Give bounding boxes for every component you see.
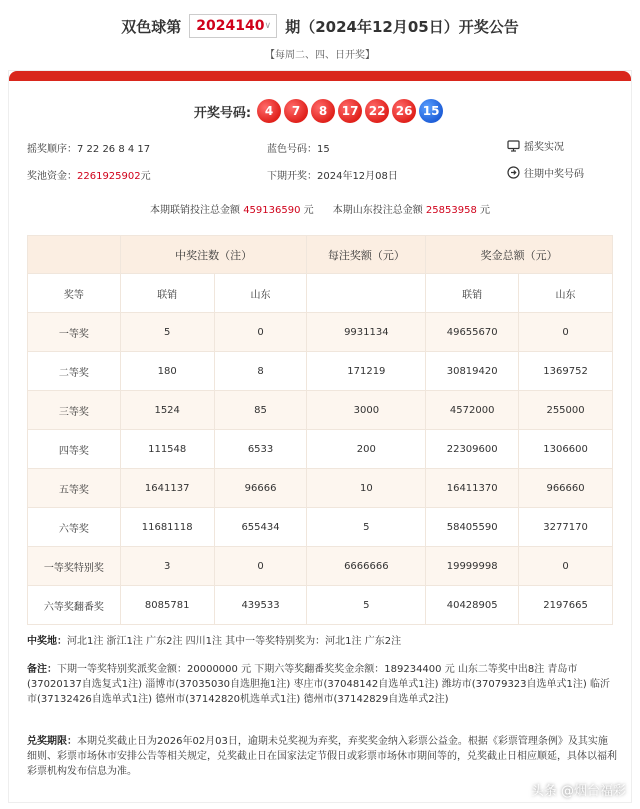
table-sub-header — [28, 274, 613, 313]
table-header-cell: 每注奖额（元） — [307, 236, 426, 274]
table-cell: 1306600 — [519, 430, 613, 469]
table-cell: 200 — [307, 430, 426, 469]
table-row — [28, 547, 613, 586]
table-cell: 5 — [307, 586, 426, 625]
table-cell: 40428905 — [426, 586, 519, 625]
table-cell: 58405590 — [426, 508, 519, 547]
panel-top-bar — [9, 71, 631, 81]
table-cell: 1369752 — [519, 352, 613, 391]
national-sales-value: 459136590 — [243, 205, 301, 216]
result-panel — [8, 70, 632, 803]
table-row — [28, 391, 613, 430]
blue-number — [267, 140, 330, 155]
red-ball: 7 — [284, 99, 308, 123]
table-cell: 1524 — [120, 391, 214, 430]
issue-select[interactable] — [189, 14, 277, 38]
draw-order-value: 7 22 26 8 4 17 — [77, 144, 151, 155]
live-draw-link[interactable] — [507, 138, 564, 153]
jackpot-pool-unit: 元 — [140, 171, 151, 182]
red-ball: 22 — [365, 99, 389, 123]
table-row — [28, 313, 613, 352]
table-cell: 19999998 — [426, 547, 519, 586]
next-draw-value: 2024年12月08日 — [317, 171, 398, 182]
table-cell: 255000 — [519, 391, 613, 430]
monitor-icon — [507, 140, 520, 152]
claim-deadline-text: 本期兑奖截止日为2026年02月03日，逾期未兑奖视为弃奖，弃奖奖金纳入彩票公益金。根据《彩票管理条例》及其实施细则、彩票市场休市安排公告等相关规定，兑奖截止日在国家法定节假日或彩票市场休市期间等的，兑奖截止日相应顺延，具体以福利彩票机构发布信息为准。 — [27, 736, 617, 777]
table-cell: 111548 — [120, 430, 214, 469]
red-ball: 26 — [392, 99, 416, 123]
table-header-cell: 山东 — [214, 274, 307, 313]
table-cell: 5 — [307, 508, 426, 547]
remarks-text: 下期一等奖特别奖派奖金额：20000000 元 下期六等奖翻番奖奖金余额：189234400 元 山东二等奖中出8注 青岛市(37020137自选复式1注) 淄博市(37035030自选胆拖1注) 枣庄市(37048142自选单式1注) 潍坊市(37079323自选单式1注) 临沂市(37132426自选单式1注) 德州市(37142820机选单式1注) 德州市(37142829自选单式2注) — [27, 664, 610, 705]
table-cell: 一等奖 — [28, 313, 121, 352]
table-cell: 8085781 — [120, 586, 214, 625]
table-cell: 30819420 — [426, 352, 519, 391]
watermark: 头条 @烟台福彩 — [530, 784, 626, 799]
draw-order-label: 摇奖顺序： — [27, 144, 77, 155]
winning-numbers-label: 开奖号码: — [193, 105, 252, 121]
national-sales-label: 本期联销投注总金额 — [150, 205, 240, 216]
table-cell: 180 — [120, 352, 214, 391]
shandong-sales-unit: 元 — [480, 205, 490, 216]
draw-schedule: 【每周二、四、日开奖】 — [265, 50, 375, 61]
history-label: 往期中奖号码 — [524, 169, 584, 180]
table-cell: 4572000 — [426, 391, 519, 430]
table-cell: 9931134 — [307, 313, 426, 352]
table-cell: 3 — [120, 547, 214, 586]
prize-table — [27, 235, 613, 625]
table-cell: 85 — [214, 391, 307, 430]
table-cell: 6533 — [214, 430, 307, 469]
table-cell: 四等奖 — [28, 430, 121, 469]
winning-locations — [27, 634, 617, 649]
next-draw — [267, 167, 398, 182]
table-cell: 0 — [519, 313, 613, 352]
table-cell: 3000 — [307, 391, 426, 430]
jackpot-pool-value: 2261925902 — [77, 171, 141, 182]
table-cell: 六等奖 — [28, 508, 121, 547]
table-header-cell: 联销 — [120, 274, 214, 313]
draw-order — [27, 140, 150, 155]
red-ball: 4 — [257, 99, 281, 123]
national-sales-unit: 元 — [303, 205, 314, 216]
table-row — [28, 586, 613, 625]
table-cell: 三等奖 — [28, 391, 121, 430]
table-group-header — [28, 236, 613, 274]
jackpot-pool — [27, 167, 151, 182]
issue-value: 2024140 — [196, 18, 265, 34]
remarks — [27, 662, 617, 707]
table-header-cell: 奖金总额（元） — [426, 236, 613, 274]
chevron-down-icon: ∨ — [264, 21, 272, 31]
table-cell: 439533 — [214, 586, 307, 625]
title-suffix: 期（2024年12月05日）开奖公告 — [285, 17, 519, 36]
winning-locations-label: 中奖地： — [27, 636, 67, 647]
table-cell: 0 — [214, 313, 307, 352]
arrow-circle-icon — [507, 166, 520, 179]
blue-number-value: 15 — [317, 144, 330, 155]
title-row — [0, 14, 640, 38]
red-ball: 17 — [338, 99, 362, 123]
remarks-label: 备注： — [27, 664, 57, 675]
table-header-cell: 中奖注数（注） — [120, 236, 307, 274]
table-cell: 16411370 — [426, 469, 519, 508]
table-cell: 11681118 — [120, 508, 214, 547]
table-header-cell: 山东 — [519, 274, 613, 313]
table-header-cell: 联销 — [426, 274, 519, 313]
table-cell: 二等奖 — [28, 352, 121, 391]
table-cell: 六等奖翻番奖 — [28, 586, 121, 625]
table-cell: 5 — [120, 313, 214, 352]
table-cell: 49655670 — [426, 313, 519, 352]
blue-ball: 15 — [419, 99, 443, 123]
table-cell: 171219 — [307, 352, 426, 391]
table-header-cell — [28, 236, 121, 274]
table-cell: 2197665 — [519, 586, 613, 625]
shandong-sales-label: 本期山东投注总金额 — [332, 205, 423, 216]
prize-rows — [28, 313, 613, 625]
table-cell: 五等奖 — [28, 469, 121, 508]
table-cell: 3277170 — [519, 508, 613, 547]
table-cell: 22309600 — [426, 430, 519, 469]
next-draw-label: 下期开奖： — [267, 171, 317, 182]
table-cell: 655434 — [214, 508, 307, 547]
winning-numbers — [9, 99, 631, 123]
shandong-sales-value: 25853958 — [425, 205, 477, 216]
table-cell: 0 — [519, 547, 613, 586]
history-link[interactable] — [507, 165, 584, 180]
jackpot-pool-label: 奖池资金： — [27, 171, 77, 182]
claim-deadline — [27, 734, 617, 779]
live-draw-label: 摇奖实况 — [524, 142, 564, 153]
page-header — [0, 0, 640, 70]
table-row — [28, 469, 613, 508]
sales-totals — [9, 201, 631, 216]
table-row — [28, 508, 613, 547]
table-cell: 0 — [214, 547, 307, 586]
table-cell: 8 — [214, 352, 307, 391]
red-ball: 8 — [311, 99, 335, 123]
table-cell: 966660 — [519, 469, 613, 508]
table-row — [28, 352, 613, 391]
table-cell: 96666 — [214, 469, 307, 508]
claim-deadline-label: 兑奖期限： — [27, 736, 77, 747]
winning-locations-text: 河北1注 浙江1注 广东2注 四川1注 其中一等奖特别奖为：河北1注 广东2注 — [67, 636, 402, 647]
table-header-cell: 奖等 — [28, 274, 121, 313]
title-prefix: 双色球第 — [121, 17, 182, 36]
table-row — [28, 430, 613, 469]
table-cell: 6666666 — [307, 547, 426, 586]
table-cell: 10 — [307, 469, 426, 508]
table-cell: 1641137 — [120, 469, 214, 508]
table-cell: 一等奖特别奖 — [28, 547, 121, 586]
table-header-cell — [307, 274, 426, 313]
blue-number-label: 蓝色号码： — [267, 144, 317, 155]
